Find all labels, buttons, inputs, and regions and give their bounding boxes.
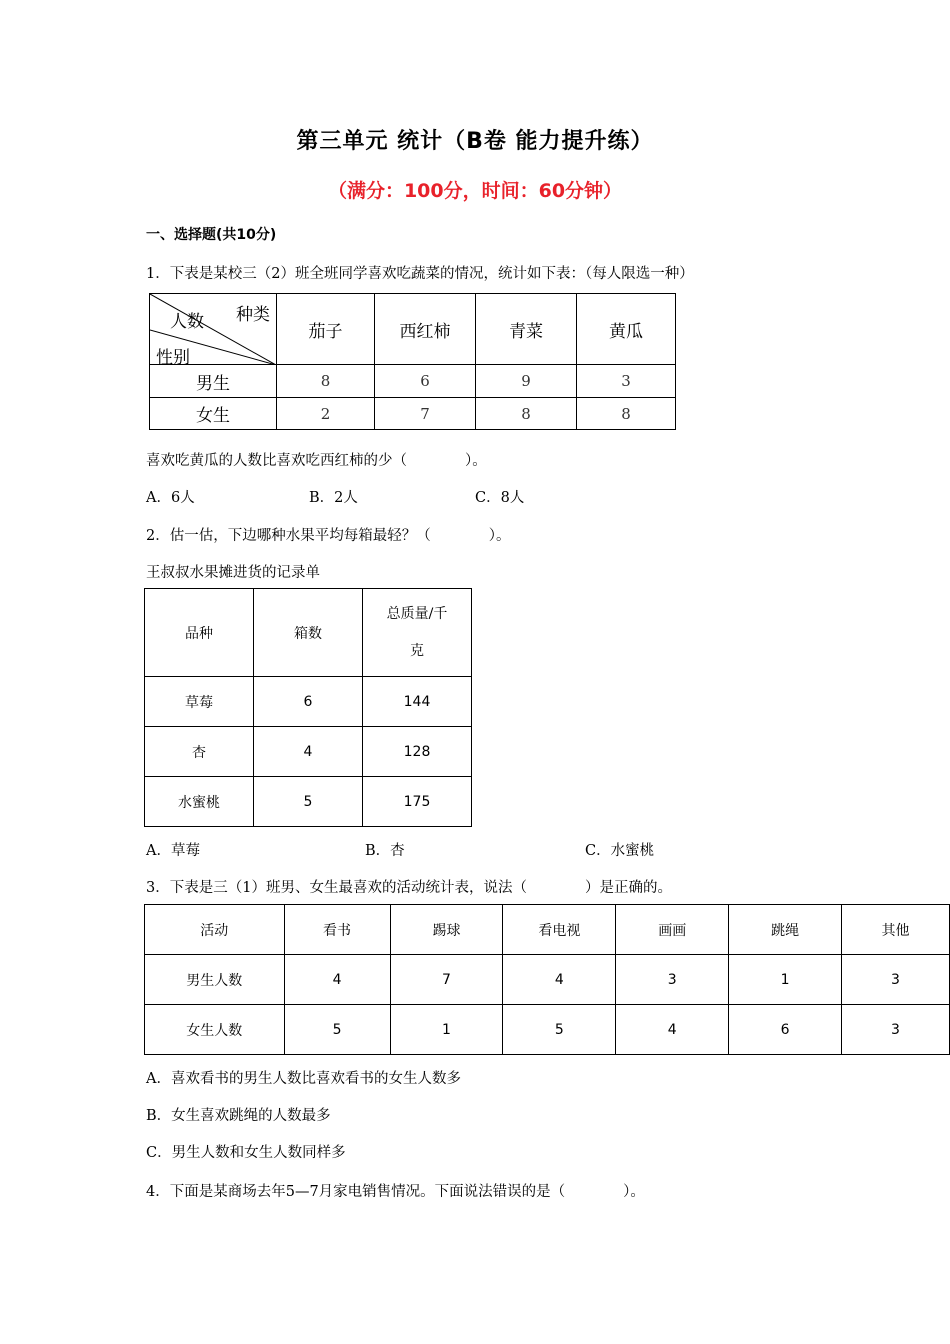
row-label: 女生人数 bbox=[145, 1005, 285, 1055]
table-cell: 4 bbox=[254, 727, 363, 777]
option-c: C．男生人数和女生人数同样多 bbox=[146, 1145, 346, 1161]
row-label: 男生 bbox=[150, 365, 277, 398]
column-header: 跳绳 bbox=[729, 905, 842, 955]
table-cell: 3 bbox=[842, 955, 950, 1005]
table-cell: 4 bbox=[616, 1005, 729, 1055]
table-cell: 9 bbox=[476, 365, 577, 398]
table-row bbox=[145, 777, 472, 827]
header-count: 人数 bbox=[170, 312, 204, 332]
table-cell: 8 bbox=[577, 398, 676, 430]
column-header: 其他 bbox=[842, 905, 950, 955]
option-b: B．杏 bbox=[365, 843, 405, 859]
option-a: A．草莓 bbox=[146, 843, 200, 859]
table-caption: 王叔叔水果摊进货的记录单 bbox=[146, 565, 320, 581]
header-gender: 性别 bbox=[156, 348, 190, 368]
header-line: 克 bbox=[410, 642, 424, 659]
column-header: 箱数 bbox=[254, 589, 363, 677]
table-cell: 144 bbox=[363, 677, 472, 727]
option-a: A．6人 bbox=[146, 490, 195, 506]
column-header: 茄子 bbox=[277, 294, 375, 365]
table-row bbox=[150, 398, 676, 430]
question-1-text: 1．下表是某校三（2）班全班同学喜欢吃蔬菜的情况，统计如下表：（每人限选一种） bbox=[146, 266, 694, 282]
question-1-prompt: 喜欢吃黄瓜的人数比喜欢吃西红柿的少（ ）。 bbox=[146, 453, 487, 469]
table-row bbox=[145, 955, 950, 1005]
diagonal-header-cell bbox=[150, 294, 277, 368]
question-4-text: 4．下面是某商场去年5—7月家电销售情况。下面说法错误的是（ ）。 bbox=[146, 1184, 645, 1200]
column-header: 西红柿 bbox=[375, 294, 476, 365]
header-line: 总质量/千 bbox=[386, 605, 448, 622]
table-row bbox=[150, 365, 676, 398]
table-cell: 3 bbox=[842, 1005, 950, 1055]
table-header-row bbox=[150, 294, 676, 365]
table-cell: 8 bbox=[277, 365, 375, 398]
table-cell: 2 bbox=[277, 398, 375, 430]
table-cell: 5 bbox=[284, 1005, 390, 1055]
question-2-text: 2．估一估，下边哪种水果平均每箱最轻？（ ）。 bbox=[146, 528, 511, 544]
activity-table bbox=[144, 904, 950, 1055]
table-cell: 3 bbox=[616, 955, 729, 1005]
table-cell: 草莓 bbox=[145, 677, 254, 727]
option-b: B．2人 bbox=[309, 490, 358, 506]
column-header: 踢球 bbox=[390, 905, 503, 955]
table-cell: 5 bbox=[254, 777, 363, 827]
question-3-text: 3．下表是三（1）班男、女生最喜欢的活动统计表，说法（ ）是正确的。 bbox=[146, 880, 672, 896]
header-type: 种类 bbox=[236, 305, 270, 325]
column-header: 看电视 bbox=[503, 905, 616, 955]
column-header bbox=[363, 589, 472, 677]
option-c: C．8人 bbox=[475, 490, 525, 506]
table-row bbox=[145, 727, 472, 777]
table-cell: 7 bbox=[390, 955, 503, 1005]
table-cell: 6 bbox=[729, 1005, 842, 1055]
table-cell: 7 bbox=[375, 398, 476, 430]
table-cell: 杏 bbox=[145, 727, 254, 777]
row-label: 女生 bbox=[150, 398, 277, 430]
table-cell: 8 bbox=[476, 398, 577, 430]
option-c: C．水蜜桃 bbox=[585, 843, 655, 859]
table-cell: 175 bbox=[363, 777, 472, 827]
column-header: 黄瓜 bbox=[577, 294, 676, 365]
fruit-table bbox=[144, 588, 472, 827]
table-cell: 水蜜桃 bbox=[145, 777, 254, 827]
page-subtitle: （满分：100分，时间：60分钟） bbox=[327, 180, 623, 202]
column-header: 品种 bbox=[145, 589, 254, 677]
column-header: 看书 bbox=[284, 905, 390, 955]
option-a: A．喜欢看书的男生人数比喜欢看书的女生人数多 bbox=[146, 1071, 461, 1087]
table-cell: 4 bbox=[503, 955, 616, 1005]
table-cell: 1 bbox=[729, 955, 842, 1005]
table-cell: 6 bbox=[375, 365, 476, 398]
option-b: B．女生喜欢跳绳的人数最多 bbox=[146, 1108, 331, 1124]
table-header-row bbox=[145, 589, 472, 677]
column-header: 青菜 bbox=[476, 294, 577, 365]
column-header: 活动 bbox=[145, 905, 285, 955]
table-cell: 6 bbox=[254, 677, 363, 727]
page-title: 第三单元 统计（B卷 能力提升练） bbox=[296, 129, 654, 154]
table-cell: 4 bbox=[284, 955, 390, 1005]
section-heading: 一、选择题(共10分) bbox=[146, 227, 277, 243]
table-cell: 5 bbox=[503, 1005, 616, 1055]
vegetable-table bbox=[149, 293, 676, 430]
table-row bbox=[145, 677, 472, 727]
table-row bbox=[145, 1005, 950, 1055]
table-header-row bbox=[145, 905, 950, 955]
column-header: 画画 bbox=[616, 905, 729, 955]
row-label: 男生人数 bbox=[145, 955, 285, 1005]
table-cell: 128 bbox=[363, 727, 472, 777]
table-cell: 3 bbox=[577, 365, 676, 398]
table-cell: 1 bbox=[390, 1005, 503, 1055]
